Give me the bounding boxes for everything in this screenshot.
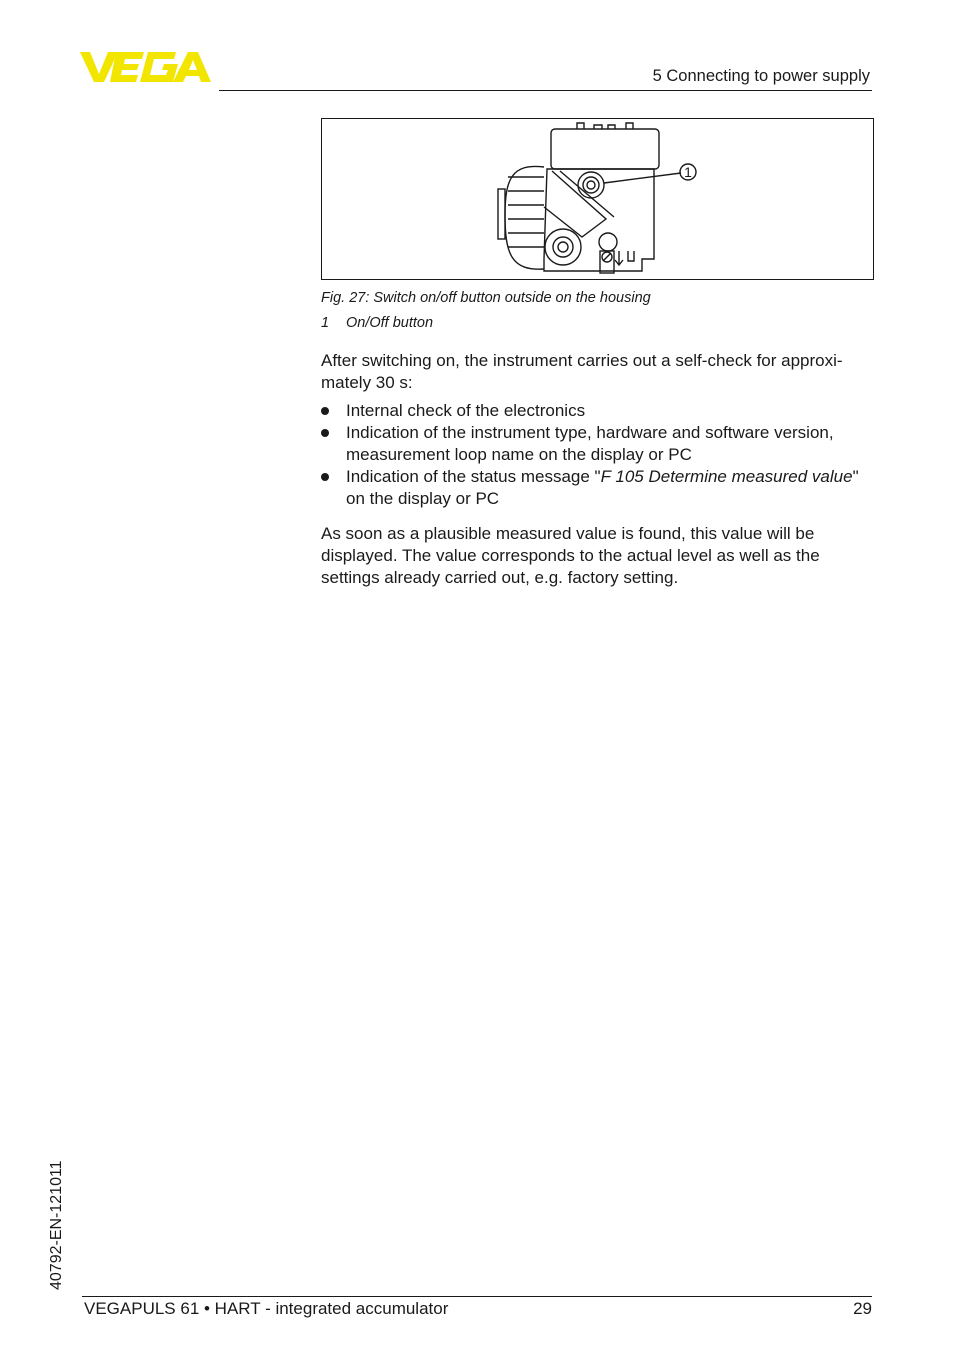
list-item-text: Indication of the instrument type, hardware and software version, measurement loop name on the display or PC — [346, 423, 834, 464]
status-message: F 105 Determine measured value — [600, 467, 853, 486]
list-item — [321, 400, 874, 422]
self-check-list — [321, 400, 874, 510]
list-item-text-pre: Indication of the status message " — [346, 467, 601, 486]
housing-drawing — [322, 119, 875, 281]
intro-paragraph: After switching on, the instrument carries out a self-check for approxi-mately 30 s: — [321, 351, 843, 392]
legend-text: On/Off button — [346, 315, 434, 331]
footer-divider — [82, 1296, 872, 1297]
list-item-text-post: " on the display or PC — [346, 467, 859, 508]
figure-frame — [321, 118, 874, 280]
list-item — [321, 422, 874, 466]
result-paragraph: As soon as a plausible measured value is found, this value will be displayed. The value corresponds to the actual level as well as the settings already carried out, e.g. factory setting. — [321, 524, 820, 587]
bullet-icon — [321, 429, 329, 437]
list-item-text: Internal check of the electronics — [346, 401, 586, 420]
figure-caption: Fig. 27: Switch on/off button outside on the housing — [321, 290, 651, 306]
figure-legend-item — [321, 315, 433, 331]
header-section-title: 5 Connecting to power supply — [652, 67, 870, 85]
bullet-icon — [321, 407, 329, 415]
vega-logo — [80, 50, 212, 84]
footer-title: VEGAPULS 61 • HART - integrated accumulator — [84, 1299, 449, 1318]
list-item — [321, 466, 874, 510]
callout-number: 1 — [684, 164, 692, 180]
legend-number: 1 — [321, 315, 330, 331]
page-number: 29 — [853, 1299, 872, 1318]
bullet-icon — [321, 473, 329, 481]
header-divider — [219, 90, 872, 91]
document-code: 40792-EN-121011 — [48, 1160, 65, 1290]
